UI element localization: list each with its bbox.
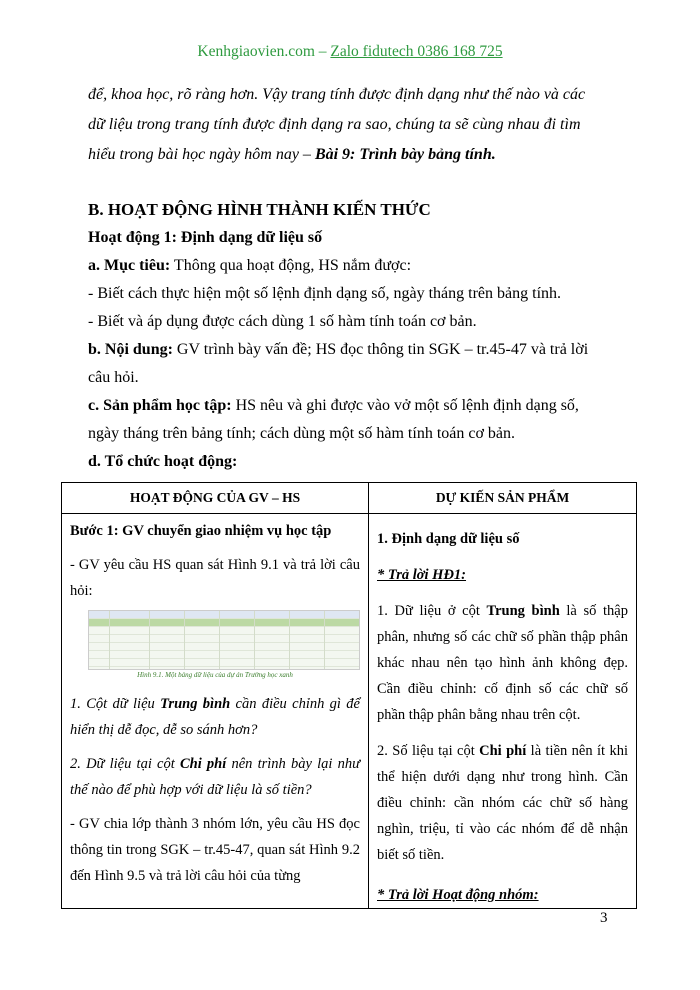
answer-2: 2. Số liệu tại cột Chi phí là tiền nên ít khi thể hiện dưới dạng như trong hình. Cần điều chỉnh: cần nhóm các chữ số hàng nghìn, triệu, tỉ vào các nhóm để dễ nhận biết số tiền. — [377, 743, 628, 863]
intro-line: để, khoa học, rõ ràng hơn. Vậy trang tính được định dạng như thế nào và các — [88, 86, 586, 103]
objective: a. Mục tiêu: Thông qua hoạt động, HS nắm được: — [88, 257, 412, 274]
page-header — [0, 43, 700, 61]
col-header-product: DỰ KIẾN SẢN PHẨM — [369, 483, 637, 514]
activity-table — [61, 482, 637, 909]
step-title: Bước 1: GV chuyển giao nhiệm vụ học tập — [70, 523, 332, 539]
bullet: - Biết cách thực hiện một số lệnh định dạng số, ngày tháng trên bảng tính. — [88, 285, 562, 302]
instruction: - GV yêu cầu HS quan sát Hình 9.1 và trả lời câu hỏi: — [70, 557, 360, 599]
answer-1: 1. Dữ liệu ở cột Trung bình là số thập phân, nhưng số các chữ số phần thập phân khác nhau nên tạo hình ảnh không đẹp. Cần điều chỉnh: cố định số các chữ số phần thập phân bằng nhau trên cột. — [377, 603, 628, 723]
figure-caption: Hình 9.1. Một bảng dữ liệu của dự án Trường học xanh — [137, 671, 293, 679]
spreadsheet-figure — [88, 610, 360, 670]
header-separator: – — [314, 43, 331, 60]
organization-label: d. Tổ chức hoạt động: — [88, 453, 238, 470]
zalo-contact: Zalo fidutech 0386 168 725 — [330, 43, 503, 60]
content-cont: câu hỏi. — [88, 369, 139, 386]
intro-paragraph — [88, 80, 628, 170]
lesson-title: Bài 9: Trình bày bảng tính. — [314, 146, 496, 163]
col-header-activity: HOẠT ĐỘNG CỦA GV – HS — [62, 483, 369, 514]
teacher-student-cell — [62, 514, 369, 909]
content: b. Nội dung: GV trình bày vấn đề; HS đọc thông tin SGK – tr.45-47 và trả lời — [88, 341, 589, 358]
product-title: 1. Định dạng dữ liệu số — [377, 531, 520, 547]
answer-hd1-label: * Trả lời HĐ1: — [377, 567, 467, 583]
page-number: 3 — [600, 910, 608, 926]
question-1: 1. Cột dữ liệu Trung bình cần điều chỉnh gì để hiển thị dễ đọc, dễ so sánh hơn? — [70, 696, 360, 738]
site-name: Kenhgiaovien.com — [197, 43, 315, 60]
section-title: B. HOẠT ĐỘNG HÌNH THÀNH KIẾN THỨC — [88, 200, 431, 219]
section-b — [88, 196, 628, 476]
activity-title: Hoạt động 1: Định dạng dữ liệu số — [88, 229, 323, 246]
bullet: - Biết và áp dụng được cách dùng 1 số hàm tính toán cơ bản. — [88, 313, 477, 330]
product-cont: ngày tháng trên bảng tính; cách dùng một số hàm tính toán cơ bản. — [88, 425, 516, 442]
group-instruction: - GV chia lớp thành 3 nhóm lớn, yêu cầu HS đọc thông tin trong SGK – tr.45-47, quan sát Hình 9.2 đến Hình 9.5 và trả lời câu hỏi của từng — [70, 816, 360, 884]
intro-line: hiểu trong bài học ngày hôm nay – Bài 9: Trình bày bảng tính. — [88, 146, 496, 163]
question-2: 2. Dữ liệu tại cột Chi phí nên trình bày lại như thế nào để phù hợp với dữ liệu là số tiền? — [70, 756, 360, 798]
answer-group-label: * Trả lời Hoạt động nhóm: — [377, 887, 539, 903]
product: c. Sản phẩm học tập: HS nêu và ghi được vào vở một số lệnh định dạng số, — [88, 397, 579, 414]
expected-product-cell — [369, 514, 637, 909]
intro-line: dữ liệu trong trang tính được định dạng ra sao, chúng ta sẽ cùng nhau đi tìm — [88, 116, 581, 133]
